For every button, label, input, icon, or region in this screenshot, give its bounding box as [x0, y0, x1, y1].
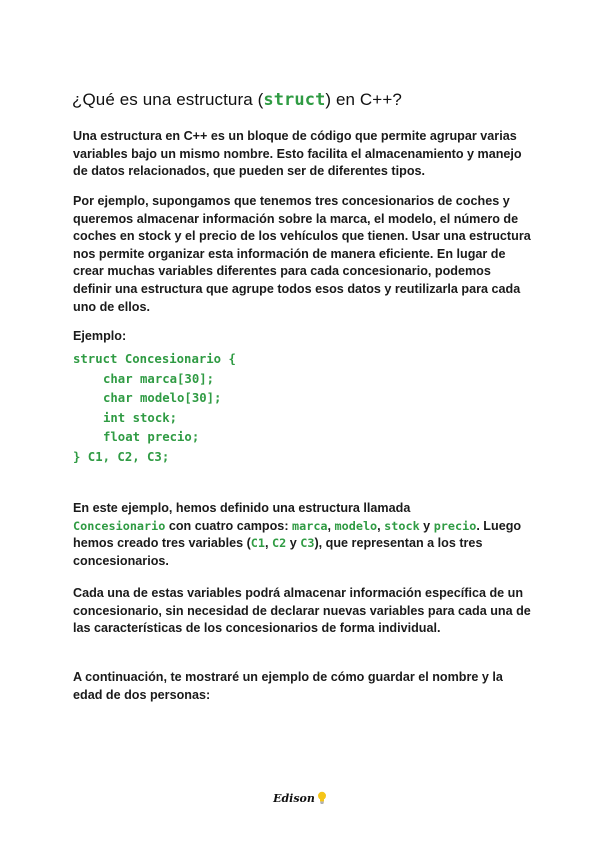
- code-line: int stock;: [103, 410, 178, 425]
- field-stock: stock: [384, 518, 420, 533]
- footer: [0, 791, 600, 807]
- footer-author: Edison: [273, 792, 315, 805]
- separator: y: [419, 518, 434, 533]
- example-label: Ejemplo:: [73, 329, 127, 343]
- struct-name: Concesionario: [73, 518, 166, 533]
- var-c1: C1: [250, 536, 266, 551]
- code-line: struct Concesionario {: [73, 352, 236, 366]
- explanation-paragraph: [73, 500, 531, 570]
- lightbulb-icon: [317, 791, 327, 807]
- field-precio: precio: [433, 518, 477, 533]
- separator: ,: [377, 518, 385, 533]
- code-line: float precio;: [103, 430, 200, 445]
- explanation-text: . Luego hemos creado tres variables (: [73, 518, 522, 551]
- next-example-paragraph: A continuación, te mostraré un ejemplo de cómo guardar el nombre y la edad de dos personas:: [73, 670, 503, 702]
- code-line: char modelo[30];: [103, 391, 222, 406]
- separator: ,: [265, 536, 273, 551]
- code-line: char marca[30];: [103, 371, 215, 386]
- title-prefix: ¿Qué es una estructura (: [72, 90, 264, 109]
- page-title: [72, 90, 402, 110]
- separator: y: [286, 536, 301, 551]
- title-keyword: struct: [263, 90, 326, 110]
- variables-paragraph: Cada una de estas variables podrá almacenar información específica de un concesionario, sin necesidad de declarar nuevas variables para cada una de las características de los concesionarios de forma individual.: [73, 586, 531, 636]
- explanation-text: con cuatro campos:: [165, 518, 293, 533]
- field-marca: marca: [292, 518, 328, 533]
- explanation-text: ), que representan a los tres concesionarios.: [73, 536, 483, 568]
- separator: ,: [327, 518, 335, 533]
- intro-paragraph: Una estructura en C++ es un bloque de código que permite agrupar varias variables bajo un mismo nombre. Esto facilita el almacenamiento y manejo de datos relacionados, que pueden ser de diferentes tipos.: [73, 129, 522, 179]
- title-suffix: ) en C++?: [325, 90, 402, 109]
- code-block: [73, 350, 236, 468]
- var-c2: C2: [272, 536, 287, 551]
- example-paragraph: Por ejemplo, supongamos que tenemos tres concesionarios de coches y queremos almacenar información sobre la marca, el modelo, el número de coches en stock y el precio de los vehículos que tienen. Usar una estructura nos permite organizar esta información de manera eficiente. En lugar de crear muchas variables diferentes para cada concesionario, podemos definir una estructura que agrupe todos esos datos y reutilizarla para cada uno de ellos.: [73, 194, 531, 314]
- field-modelo: modelo: [334, 518, 378, 533]
- var-c3: C3: [300, 536, 315, 551]
- explanation-text: En este ejemplo, hemos definido una estructura llamada: [73, 501, 411, 515]
- code-line: } C1, C2, C3;: [73, 449, 170, 464]
